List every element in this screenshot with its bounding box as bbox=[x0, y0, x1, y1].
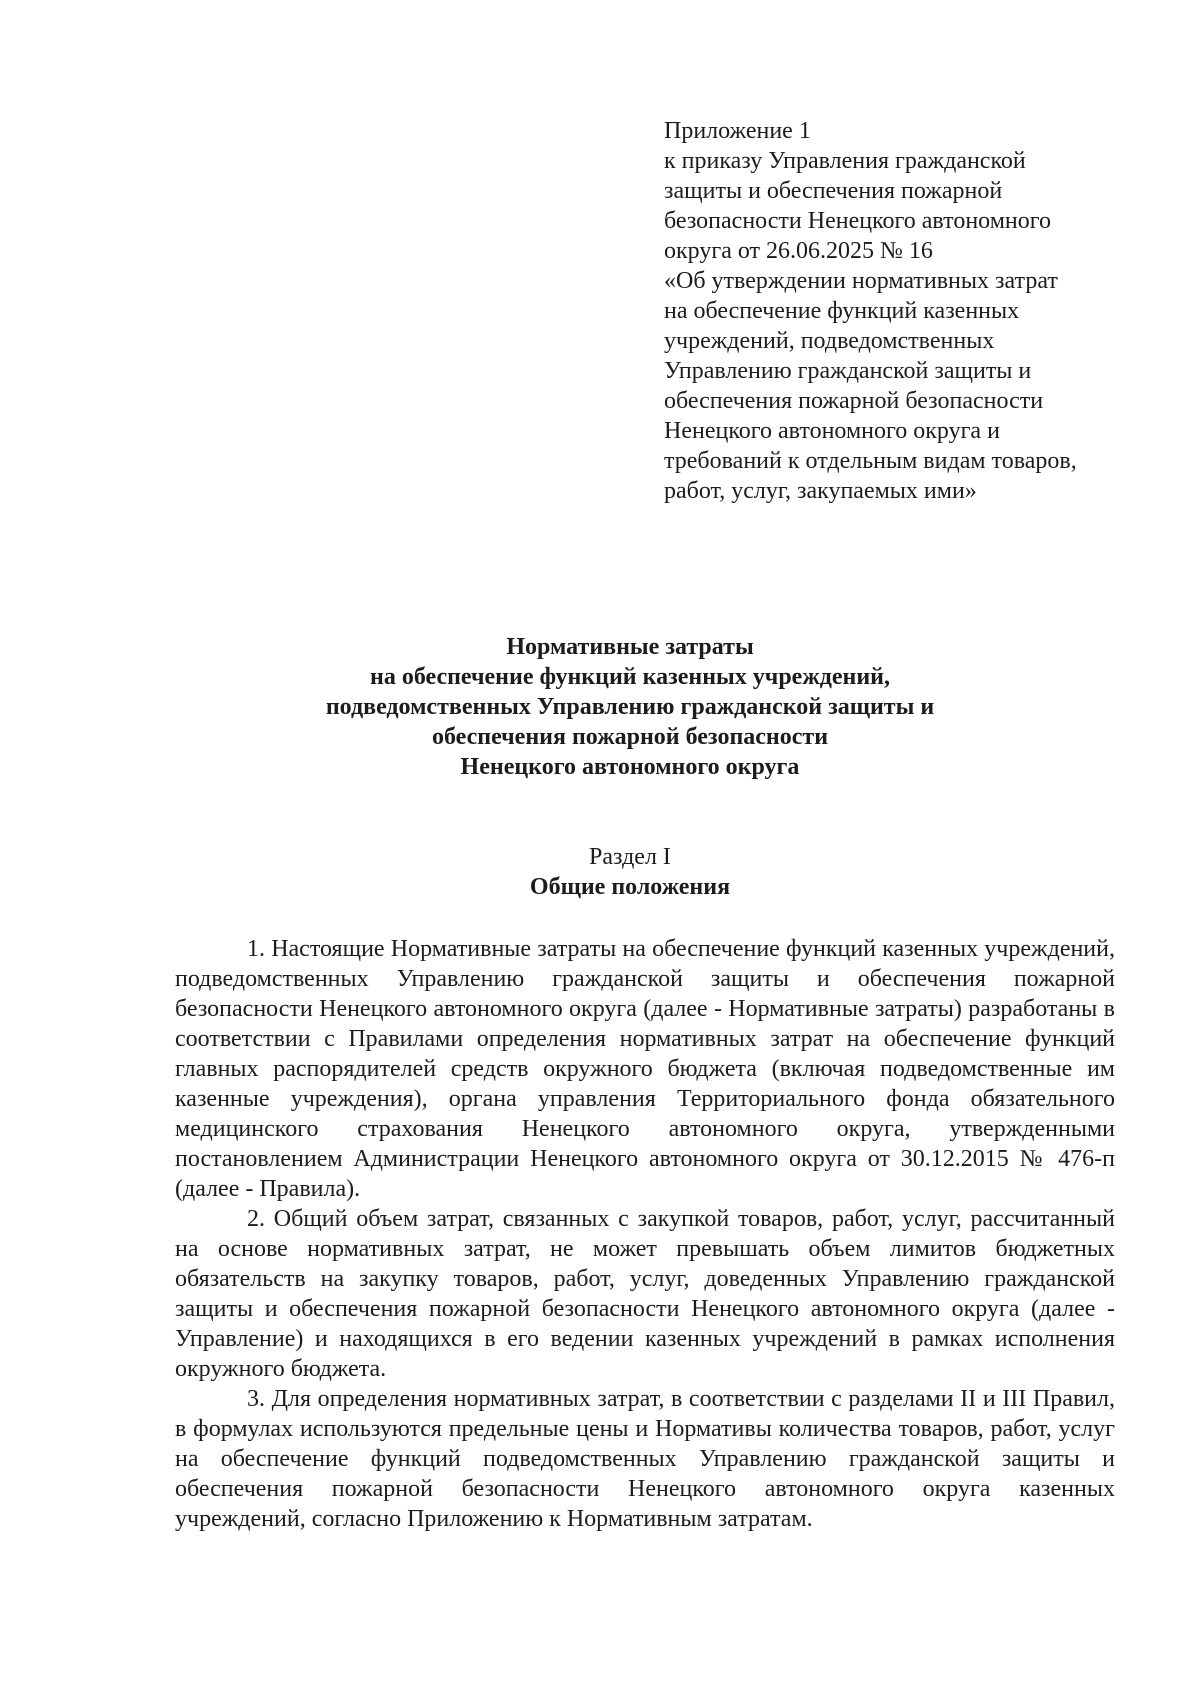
annex-line: «Об утверждении нормативных затрат bbox=[664, 268, 1058, 294]
annex-line: защиты и обеспечения пожарной bbox=[664, 178, 1003, 204]
paragraph: 1. Настоящие Нормативные затраты на обеспечение функций казенных учреждений, подведомственных Управлению гражданской защиты и обеспечения пожарной безопасности Ненецкого автономного округа (далее - Нормативные затраты) разработаны в соответствии с Правилами определения нормативных затрат на обеспечение функций главных распорядителей средств окружного бюджета (включая подведомственные им казенные учреждения), органа управления Территориального фонда обязательного медицинского страхования Ненецкого автономного округа, утвержденными постановлением Администрации Ненецкого автономного округа от 30.12.2015 № 476-п (далее - Правила). bbox=[175, 936, 1115, 1202]
section-title: Общие положения bbox=[529, 874, 731, 900]
annex-line: безопасности Ненецкого автономного bbox=[664, 208, 1051, 234]
annex-line: к приказу Управления гражданской bbox=[664, 148, 1026, 174]
annex-line: требований к отдельным видам товаров, bbox=[664, 448, 1077, 474]
annex-line: Ненецкого автономного округа и bbox=[664, 418, 1000, 444]
annex-header bbox=[664, 116, 1134, 506]
annex-line: Приложение 1 bbox=[664, 118, 811, 144]
paragraph: 3. Для определения нормативных затрат, в соответствии с разделами II и III Правил, в формулах используются предельные цены и Нормативы количества товаров, работ, услуг на обеспечение функций подведомственных Управлению гражданской защиты и обеспечения пожарной безопасности Ненецкого автономного округа казенных учреждений, согласно Приложению к Нормативным затратам. bbox=[175, 1386, 1115, 1532]
body-text bbox=[175, 934, 1115, 1534]
annex-line: на обеспечение функций казенных bbox=[664, 298, 1020, 324]
document-title bbox=[200, 632, 1060, 782]
section-number: Раздел I bbox=[589, 844, 671, 870]
title-line: на обеспечение функций казенных учреждений, bbox=[369, 664, 890, 690]
annex-line: учреждений, подведомственных bbox=[664, 328, 995, 354]
annex-line: округа от 26.06.2025 № 16 bbox=[664, 238, 933, 264]
paragraph: 2. Общий объем затрат, связанных с закупкой товаров, работ, услуг, рассчитанный на основе нормативных затрат, не может превышать объем лимитов бюджетных обязательств на закупку товаров, работ, услуг, доведенных Управлению гражданской защиты и обеспечения пожарной безопасности Ненецкого автономного округа (далее - Управление) и находящихся в его ведении казенных учреждений в рамках исполнения окружного бюджета. bbox=[175, 1206, 1115, 1382]
annex-line: Управлению гражданской защиты и bbox=[664, 358, 1032, 384]
annex-line: работ, услуг, закупаемых ими» bbox=[664, 478, 977, 504]
annex-line: обеспечения пожарной безопасности bbox=[664, 388, 1044, 414]
title-line: обеспечения пожарной безопасности bbox=[431, 724, 829, 750]
title-line: Нормативные затраты bbox=[506, 634, 754, 660]
title-line: подведомственных Управлению гражданской защиты и bbox=[325, 694, 935, 720]
title-line: Ненецкого автономного округа bbox=[460, 754, 800, 780]
